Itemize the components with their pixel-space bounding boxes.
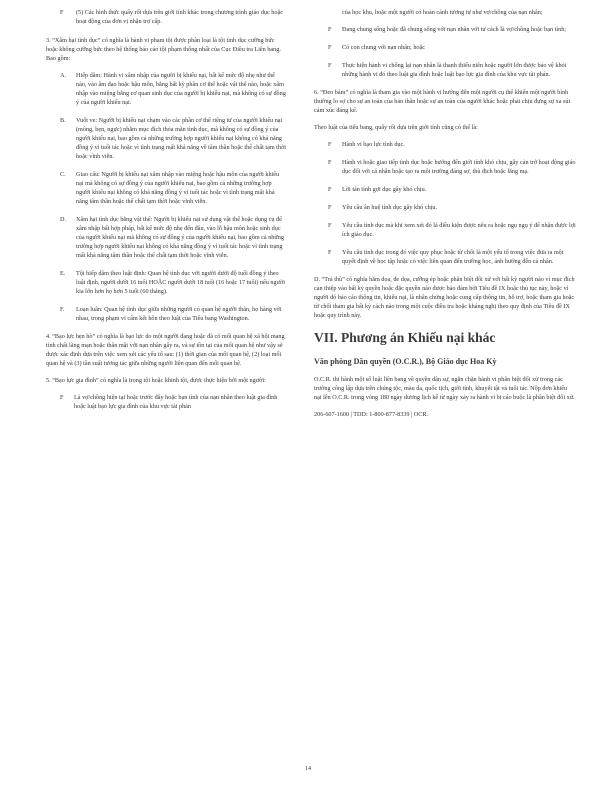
list-item-text: Yêu cầu ân huệ tình dục gây khó chịu. [342,204,438,211]
right-column [314,8,576,427]
bullet-marker: F [328,44,332,51]
bullet-marker: F [328,186,332,193]
list-item [46,305,286,323]
list-item [314,203,576,212]
top-bullet-list [46,8,286,26]
left-column [46,8,286,420]
sexual-assault-intro: 3. “Xâm hại tình dục” có nghĩa là hành vi phạm tội được phân loại là tội tình dục cưỡng bức hoặc không cưỡng bức theo hệ thống báo cáo tội phạm thống nhất của Cục Điều tra Liên bang. Bao gồm: [46,37,281,62]
list-item-text: Loạn luân: Quan hệ tình dục giữa những người có quan hệ người thân, họ hàng với nhau, trong phạm vi cấm kết hôn theo luật của Tiểu bang Washington. [76,306,282,322]
list-item-text: Giao cấu: Người bị khiếu nại xâm nhập vào miệng hoặc hậu môn của người khiếu nại mà không có sự đồng ý của người khiếu nại, bao gồm cả những trường hợp người khiếu nại không có khả năng đồng ý vì tuổi tác hoặc vì tình trạng mất khả năng tâm thần hoặc thể chất tạm thời hoặc vĩnh viễn. [76,171,280,205]
list-item [314,158,576,176]
list-item [314,221,576,239]
bullet-marker: F [328,204,332,211]
list-item [46,8,286,26]
list-item [46,170,286,206]
domestic-violence-intro: 5. “Bạo lực gia đình” có nghĩa là trọng tội hoặc khinh tội, được thực hiện bởi một người: [46,377,266,384]
retaliation-paragraph: D. “Trả thù” có nghĩa hăm dọa, đe dọa, cưỡng ép hoặc phân biệt đối xử với bất kỳ người nào vì mục đích can thiệp vào bất kỳ quyền hoặc đặc quyền nào được bảo đảm bởi Tiêu đề IX hoặc thủ tục này, hoặc vì người đó báo cáo thông tin, khiếu nại, là nhân chứng hoặc cung cấp thông tin, hỗ trợ, hoặc tham gia hoặc từ chối tham gia bất kỳ cách nào trong một cuộc điều tra hoặc kháng nghị theo quy định của Tiêu đề IX hoặc quy trình này. [314,276,575,319]
list-item-text: Hành vi bạo lực tình dục. [342,141,405,148]
bullet-marker: F [60,394,64,401]
list-item [46,116,286,161]
list-item [314,25,576,34]
list-item [46,215,286,260]
list-marker: C. [60,171,66,178]
list-item-text: Vuốt ve: Người bị khiếu nại chạm vào các phần cơ thể riêng tư của người khiếu nại (mông, bẹn, ngực) nhằm mục đích thỏa mãn tình dục, mà không có sự đồng ý của người khiếu nại, bao gồm cả những trường hợp người khiếu nại không có khả năng đồng ý vì tuổi tác hoặc vì tình trạng mất khả năng về tâm thần hoặc thể chất tạm thời hoặc vĩnh viễn. [76,117,286,160]
bullet-marker: F [328,141,332,148]
list-item-text: Là vợ/chồng hiện tại hoặc trước đây hoặc bạn tình của nạn nhân theo luật gia đình hoặc luật bạo lực gia đình của khu vực tài phán [74,394,278,410]
dating-violence-paragraph: 4. “Bạo lực hẹn hò” có nghĩa là bạo lực do một người đang hoặc đã có mối quan hệ xã hội mang tính chất lãng mạn hoặc thân mật với nạn nhân gây ra, và sự tồn tại của mối quan hệ như vậy sẽ được xác định dựa trên việc xem xét các yếu tố sau: (1) thời gian của mối quan hệ, (2) loại mối quan hệ và (3) tần suất tương tác giữa những người liên quan đến mối quan hệ. [46,333,285,367]
domestic-violence-list [46,393,286,411]
list-marker: E. [60,270,66,277]
bullet-marker: F [328,222,332,229]
list-item-text: Yêu cầu tình dục trong đó việc quy phục hoặc từ chối là một yếu tố trong việc đưa ra một quyết định về học tập hoặc có việc liên quan đến trường học, ảnh hưởng đến cá nhân. [342,249,564,265]
list-item-text: Hành vi hoặc giao tiếp tình dục hoặc hướng đến giới tính khó chịu, gây cản trở hoạt động giáo dục đối với cá nhân hoặc tạo ra môi trường đáng sợ, thù địch hoặc lăng mạ. [342,159,576,175]
list-item [314,43,576,52]
list-item [314,185,576,194]
list-item-text: Đang chung sống hoặc đã chung sống với nạn nhân với tư cách là vợ/chồng hoặc bạn tình; [342,26,567,33]
bullet-marker: F [328,249,332,256]
list-item-text: Có con chung với nạn nhân; hoặc [342,44,426,51]
bullet-marker: F [328,26,332,33]
bullet-marker: F [60,9,64,16]
list-item [46,71,286,107]
ocr-contact-line: 206-607-1600 | TDD: 1-800-877-8339 | OCR. [314,411,429,418]
list-item-text: Xâm hại tình dục bằng vật thể: Người bị khiếu nại sử dụng vật thể hoặc dụng cụ để xâm nhập bất hợp pháp, bất kể mức độ nhẹ đến đâu, vào lỗ hậu môn hoặc sinh dục của người khiếu nại mà không có sự đồng ý của người khiếu nại, bao gồm cả những trường hợp người khiếu nại không có khả năng đồng ý vì tuổi tác hoặc vì tình trạng mất khả năng tâm thần hoặc thể chất tạm thời hoặc vĩnh viễn. [76,216,284,259]
domestic-violence-list-cont [314,25,576,79]
state-law-list [314,140,576,266]
list-marker: D. [60,216,67,223]
list-item [46,269,286,296]
list-item [314,140,576,149]
domestic-violence-continuation: của học khu, hoặc một người có hoàn cảnh tương tự như vợ/chồng của nạn nhân; [342,9,543,16]
section-heading: VII. Phương án Khiếu nại khác [314,330,496,345]
list-item-text: Yêu cầu tình dục mà khi xem xét đó là điều kiện được nêu ra hoặc ngụ ngụ ý để nhận được lợi ích giáo dục. [342,222,576,238]
bullet-marker: F [328,159,332,166]
list-item-text: Thực hiện hành vi chống lại nạn nhân là thanh thiếu niên hoặc người lớn được bảo vệ khỏi những hành vi đó theo luật gia đình hoặc luật bạo lực gia đình của khu vực tài phán. [342,62,567,78]
list-item [46,393,286,411]
list-item-text: Hiếp dâm: Hành vi xâm nhập của người bị khiếu nại, bất kể mức độ nhẹ như thế nào, vào âm đạo hoặc hậu môn, bằng bất kỳ phần cơ thể hoặc vật thể nào, hoặc xâm nhập vào miệng bằng cơ quan sinh dục của người bị khiếu nại, mà không có sự đồng ý của người khiếu nại. [76,72,286,106]
list-item [314,61,576,79]
state-law-intro: Theo luật của tiểu bang, quấy rối dựa trên giới tính cũng có thể là: [314,124,478,131]
page-number: 14 [305,766,311,772]
bullet-marker: F [328,62,332,69]
list-item-text: (5) Các hình thức quấy rối dựa trên giới tính khác trong chương trình giáo dục hoặc hoạt động của đơn vị nhận trợ cấp. [76,9,283,25]
subsection-heading: Văn phòng Dân quyền (O.C.R.), Bộ Giáo dục Hoa Kỳ [314,357,497,366]
list-marker: F. [60,306,65,313]
list-marker: A. [60,72,67,79]
list-item-text: Lời tán tỉnh gợi dục gây khó chịu. [342,186,427,193]
list-item [314,248,576,266]
sexual-assault-list [46,71,286,323]
list-item-text: Tội hiếp dâm theo luật định: Quan hệ tình dục với người dưới độ tuổi đồng ý theo luật định, người dưới 16 tuổi HOẶC người dưới 18 tuổi (16 hoặc 17 tuổi) nếu người kia lớn hơn họ hơn 5 tuổi (60 tháng). [76,270,285,295]
stalking-paragraph: 6. “Đeo bám” có nghĩa là tham gia vào một hành vi hướng đến một người cụ thể khiến một người bình thường lo sợ cho sự an toàn của bản thân hoặc sự an toàn của người khác hoặc phải chịu đựng sự xa sút cảm xúc đáng kể. [314,89,571,114]
list-marker: B. [60,117,66,124]
ocr-paragraph: O.C.R. thi hành một số luật liên bang về quyền dân sự, ngăn chặn hành vi phân biệt đối xử trong các trường công lập dựa trên chủng tộc, màu da, quốc tịch, giới tính, khuyết tật và tuổi tác. Nộp đơn khiếu nại lên O.C.R. trong vòng 180 ngày dương lịch kể từ ngày xảy ra hành vi bị cáo buộc là phân biệt đối xử. [314,376,575,401]
